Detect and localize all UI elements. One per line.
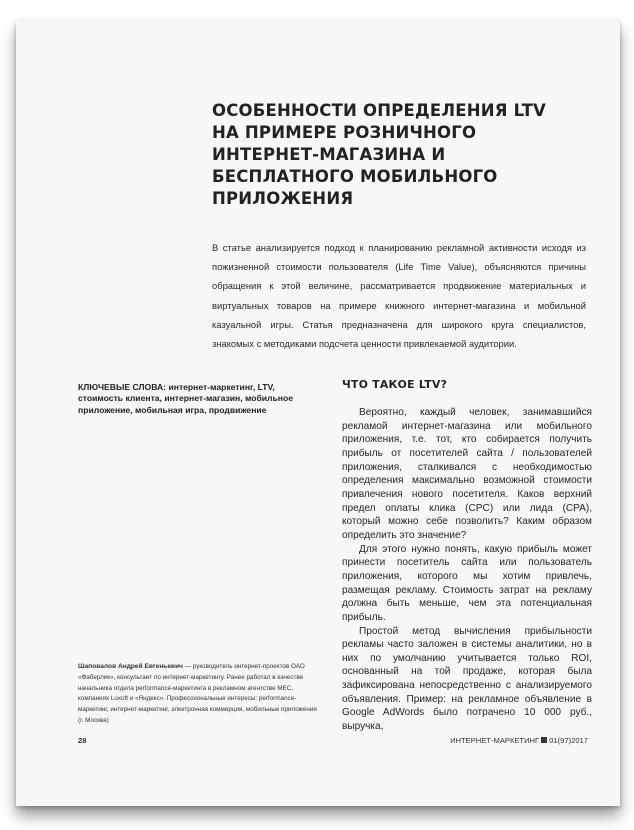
author-bio: — руководитель интернет-проектов ОАО «Фаберлик», консультант по интернет-маркетингу. Ранее работал в качестве начальника отдела performance-маркетинга в рекламном агентстве MEC, компаниях Luxoft и «Яндекс». Профессиональные интересы: performance-маркетинг, интернет-маркетинг, электронная коммерция, мобильные приложения (г. Москва) — [78, 663, 317, 724]
article-abstract: В статье анализируется подход к планированию рекламной активности исходя из пожизненной стоимости пользователя (Life Time Value), объясняются причины обращения к этой величине, рассматривается продвижение материальных и виртуальных товаров на примере книжного интернет-магазина и мобильной казуальной игры. Статья предназначена для широкого круга специалистов, знакомых с методиками подсчета ценности привлекаемой аудитории. — [212, 242, 586, 350]
page-footer — [78, 736, 588, 750]
article-title: ОСОБЕННОСТИ ОПРЕДЕЛЕНИЯ LTV НА ПРИМЕРЕ РОЗНИЧНОГО ИНТЕРНЕТ-МАГАЗИНА И БЕСПЛАТНОГО МОБИЛЬНОГО ПРИЛОЖЕНИЯ — [212, 101, 546, 208]
journal-page — [16, 20, 620, 806]
author-name: Шаповалов Андрей Евгеньевич — [78, 663, 183, 670]
body-text — [342, 406, 592, 734]
body-paragraph: Простой метод вычисления прибыльности рекламы часто заложен в системы аналитики, но в них по умолчанию учитывается только ROI, основанный на той продаже, которая была зафиксирована непосредственно с анализируемого объявления. Пример: на рекламное объявление в Google AdWords было потрачено 10 000 руб., выручка, — [342, 625, 592, 733]
square-separator-icon — [541, 737, 547, 743]
body-paragraph: Вероятно, каждый человек, занимавшийся рекламой интернет-магазина или мобильного приложения, т.е. тот, кто собирается получить прибыль от посетителей сайта / пользователей приложения, сталкивался с необходимостью определения максимально возможной стоимости привлечения нового посетителя. Каков верхний предел оплаты клика (CPC) или лида (CPA), который можно себе позволить? Каким образом определить это значение? — [342, 407, 592, 541]
author-info — [78, 662, 318, 727]
keywords: КЛЮЧЕВЫЕ СЛОВА: интернет-маркетинг, LTV, стоимость клиента, интернет-магазин, мобильное приложение, мобильная игра, продвижение — [78, 382, 294, 415]
journal-name: ИНТЕРНЕТ-МАРКЕТИНГ — [450, 736, 540, 745]
section-heading: ЧТО ТАКОЕ LTV? — [342, 378, 448, 391]
journal-issue: 01(97)2017 — [549, 736, 588, 745]
body-paragraph: Для этого нужно понять, какую прибыль может принести посетитель сайта или пользователь приложения, которого мы хотим привлечь, размещая рекламу. Стоимость затрат на рекламу должна быть меньше, чем эта потенциальная прибыль. — [342, 543, 592, 623]
page-number: 28 — [78, 736, 87, 745]
journal-info — [450, 736, 588, 745]
